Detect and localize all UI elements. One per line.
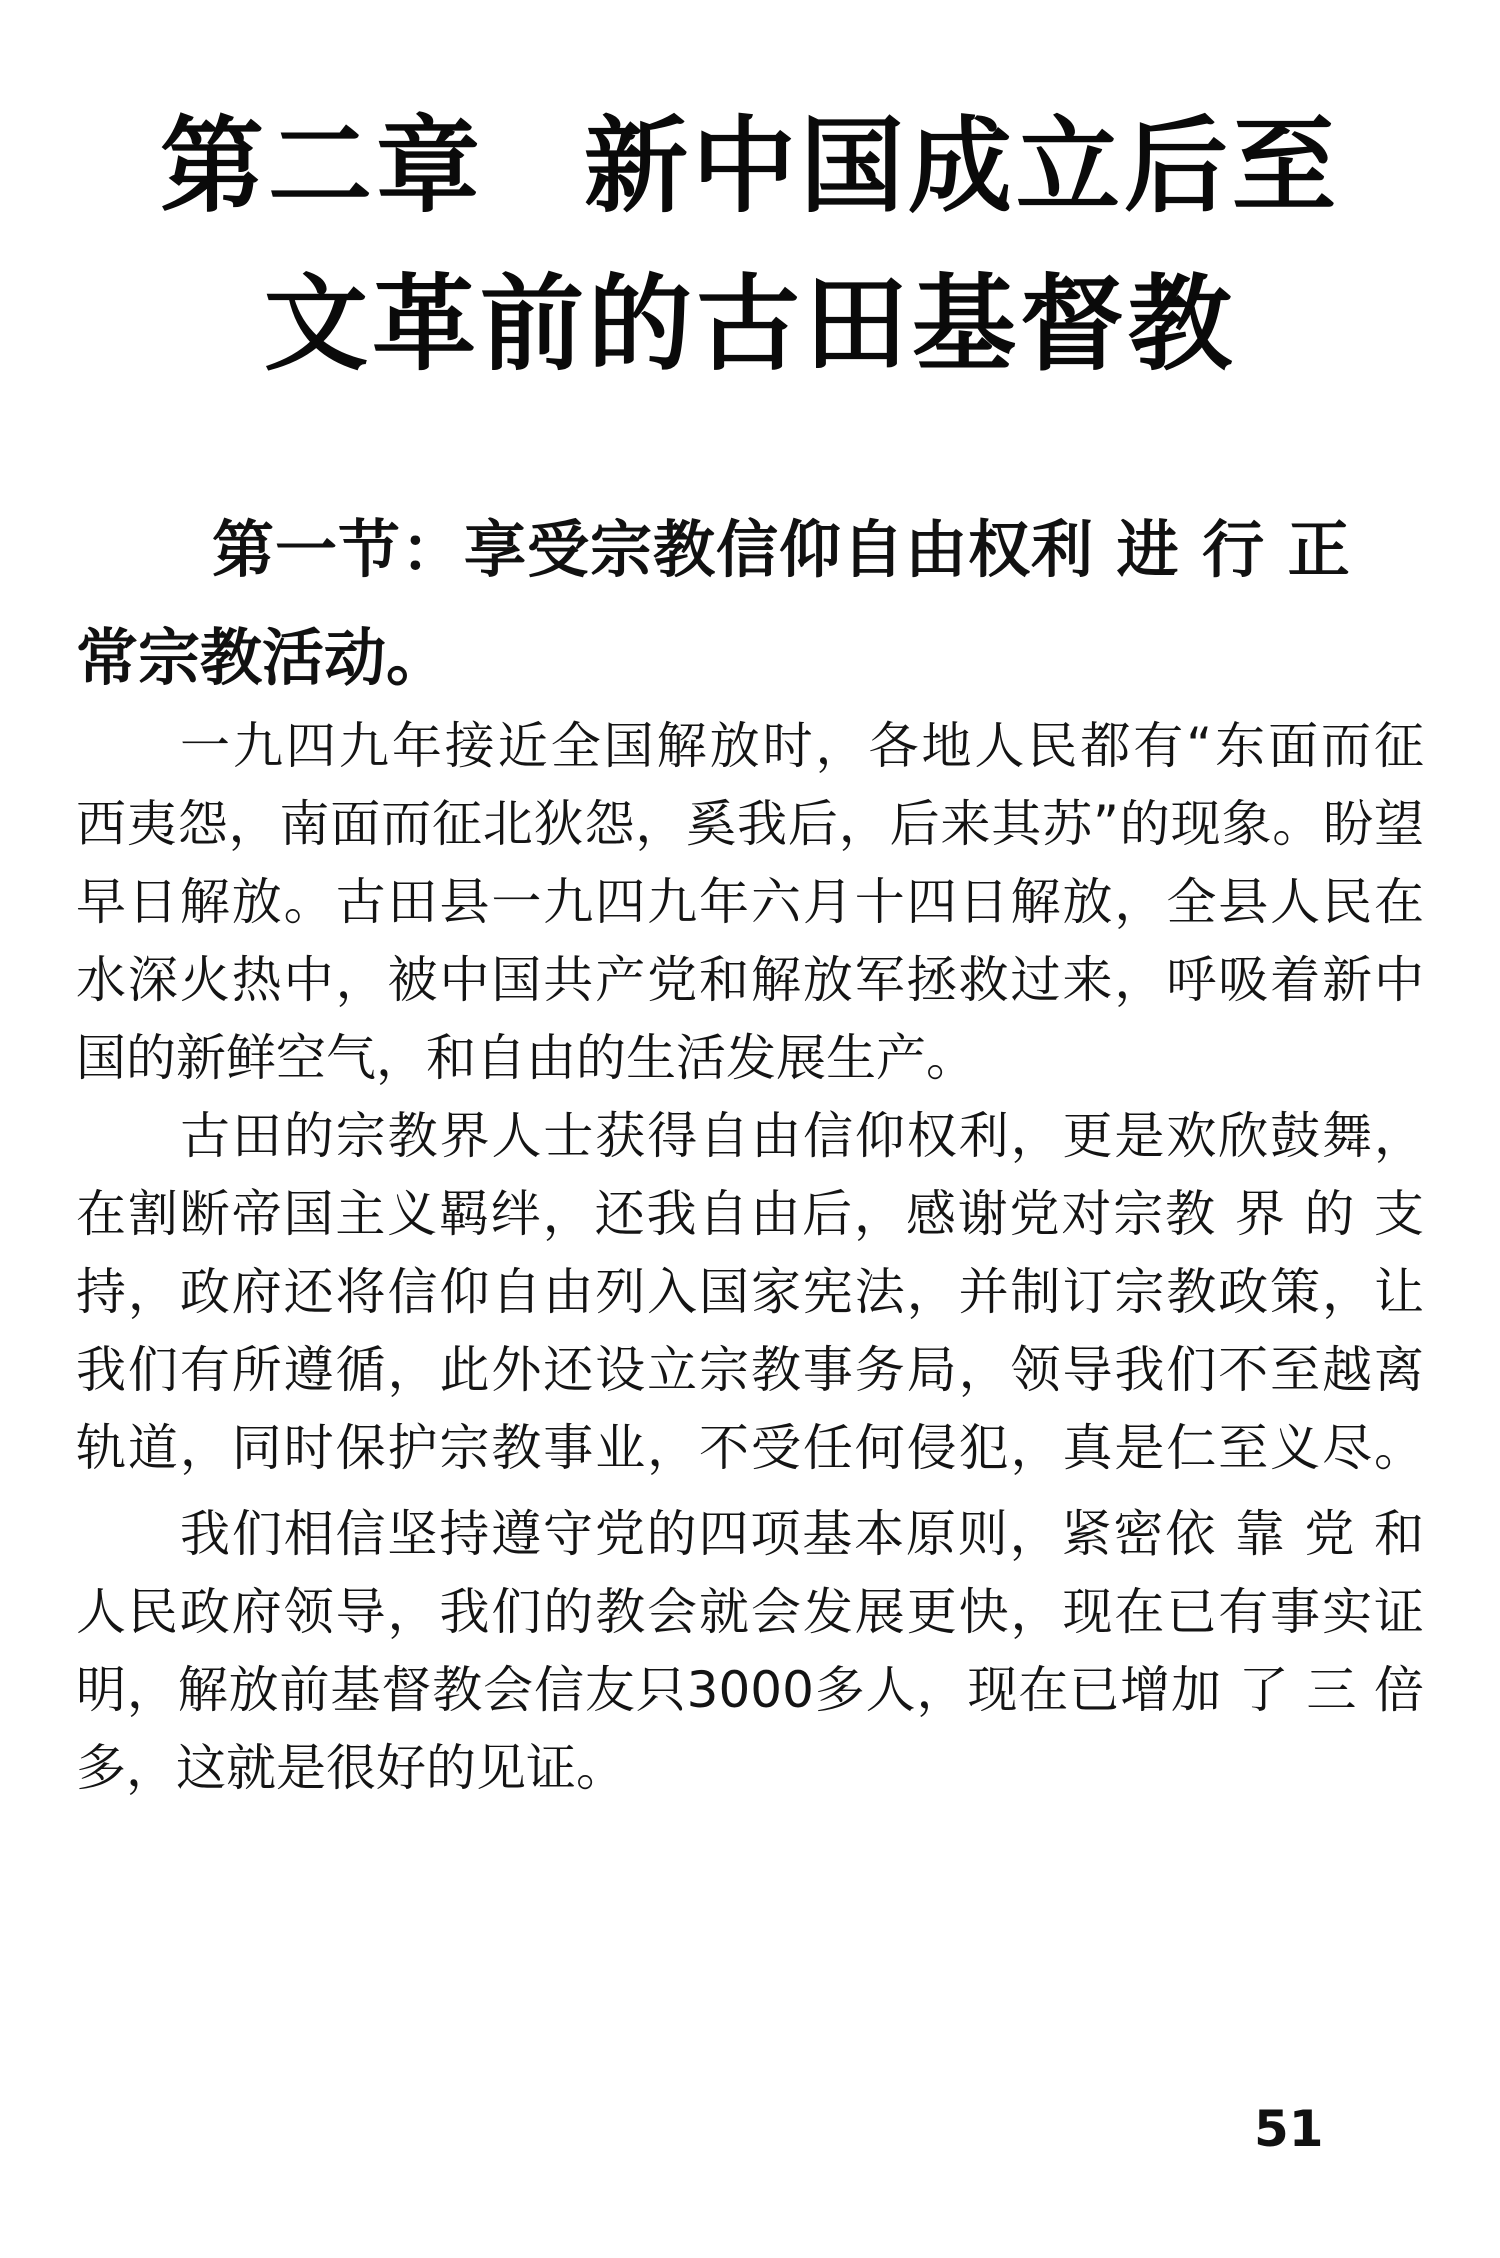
chapter-number: 第二章 bbox=[159, 105, 484, 227]
section-heading-line-1: 第一节：享受宗教信仰自由权利 进 行 正 bbox=[212, 513, 1351, 586]
section-heading-line-2: 常宗教活动。 bbox=[76, 621, 449, 694]
paragraph-2-line-2: 在割断帝国主义羁绊，还我自由后，感谢党对宗教 界 的 支 bbox=[76, 1185, 1424, 1243]
chapter-title-line-2: 文革前的古田基督教 bbox=[263, 263, 1236, 385]
paragraph-1-line-1: 一九四九年接近全国解放时，各地人民都有“东面而征 bbox=[180, 717, 1424, 775]
paragraph-1-line-3: 早日解放。古田县一九四九年六月十四日解放，全县人民在 bbox=[76, 873, 1424, 931]
paragraph-1-line-5: 国的新鲜空气，和自由的生活发展生产。 bbox=[76, 1029, 976, 1087]
paragraph-3-line-4: 多，这就是很好的见证。 bbox=[76, 1739, 626, 1797]
paragraph-2-line-1: 古田的宗教界人士获得自由信仰权利，更是欢欣鼓舞， bbox=[180, 1107, 1424, 1165]
chapter-title-line-1 bbox=[0, 96, 1500, 236]
paragraph-3-line-1: 我们相信坚持遵守党的四项基本原则，紧密依 靠 党 和 bbox=[180, 1505, 1424, 1563]
chapter-title-part-1: 新中国成立后至 bbox=[584, 105, 1341, 227]
paragraph-3-line-3: 明，解放前基督教会信友只3000多人，现在已增加 了 三 倍 bbox=[76, 1661, 1424, 1719]
paragraph-1-line-4: 水深火热中，被中国共产党和解放军拯救过来，呼吸着新中 bbox=[76, 951, 1424, 1009]
paragraph-2-line-4: 我们有所遵循，此外还设立宗教事务局，领导我们不至越离 bbox=[76, 1341, 1424, 1399]
paragraph-2-line-3: 持，政府还将信仰自由列入国家宪法，并制订宗教政策，让 bbox=[76, 1263, 1424, 1321]
paragraph-2-line-5: 轨道，同时保护宗教事业，不受任何侵犯，真是仁至义尽。 bbox=[76, 1419, 1424, 1477]
page-number: 51 bbox=[1254, 2100, 1324, 2158]
paragraph-1-line-2: 西夷怨，南面而征北狄怨，奚我后，后来其苏”的现象。盼望 bbox=[76, 795, 1424, 853]
paragraph-3-line-2: 人民政府领导，我们的教会就会发展更快，现在已有事实证 bbox=[76, 1583, 1424, 1641]
